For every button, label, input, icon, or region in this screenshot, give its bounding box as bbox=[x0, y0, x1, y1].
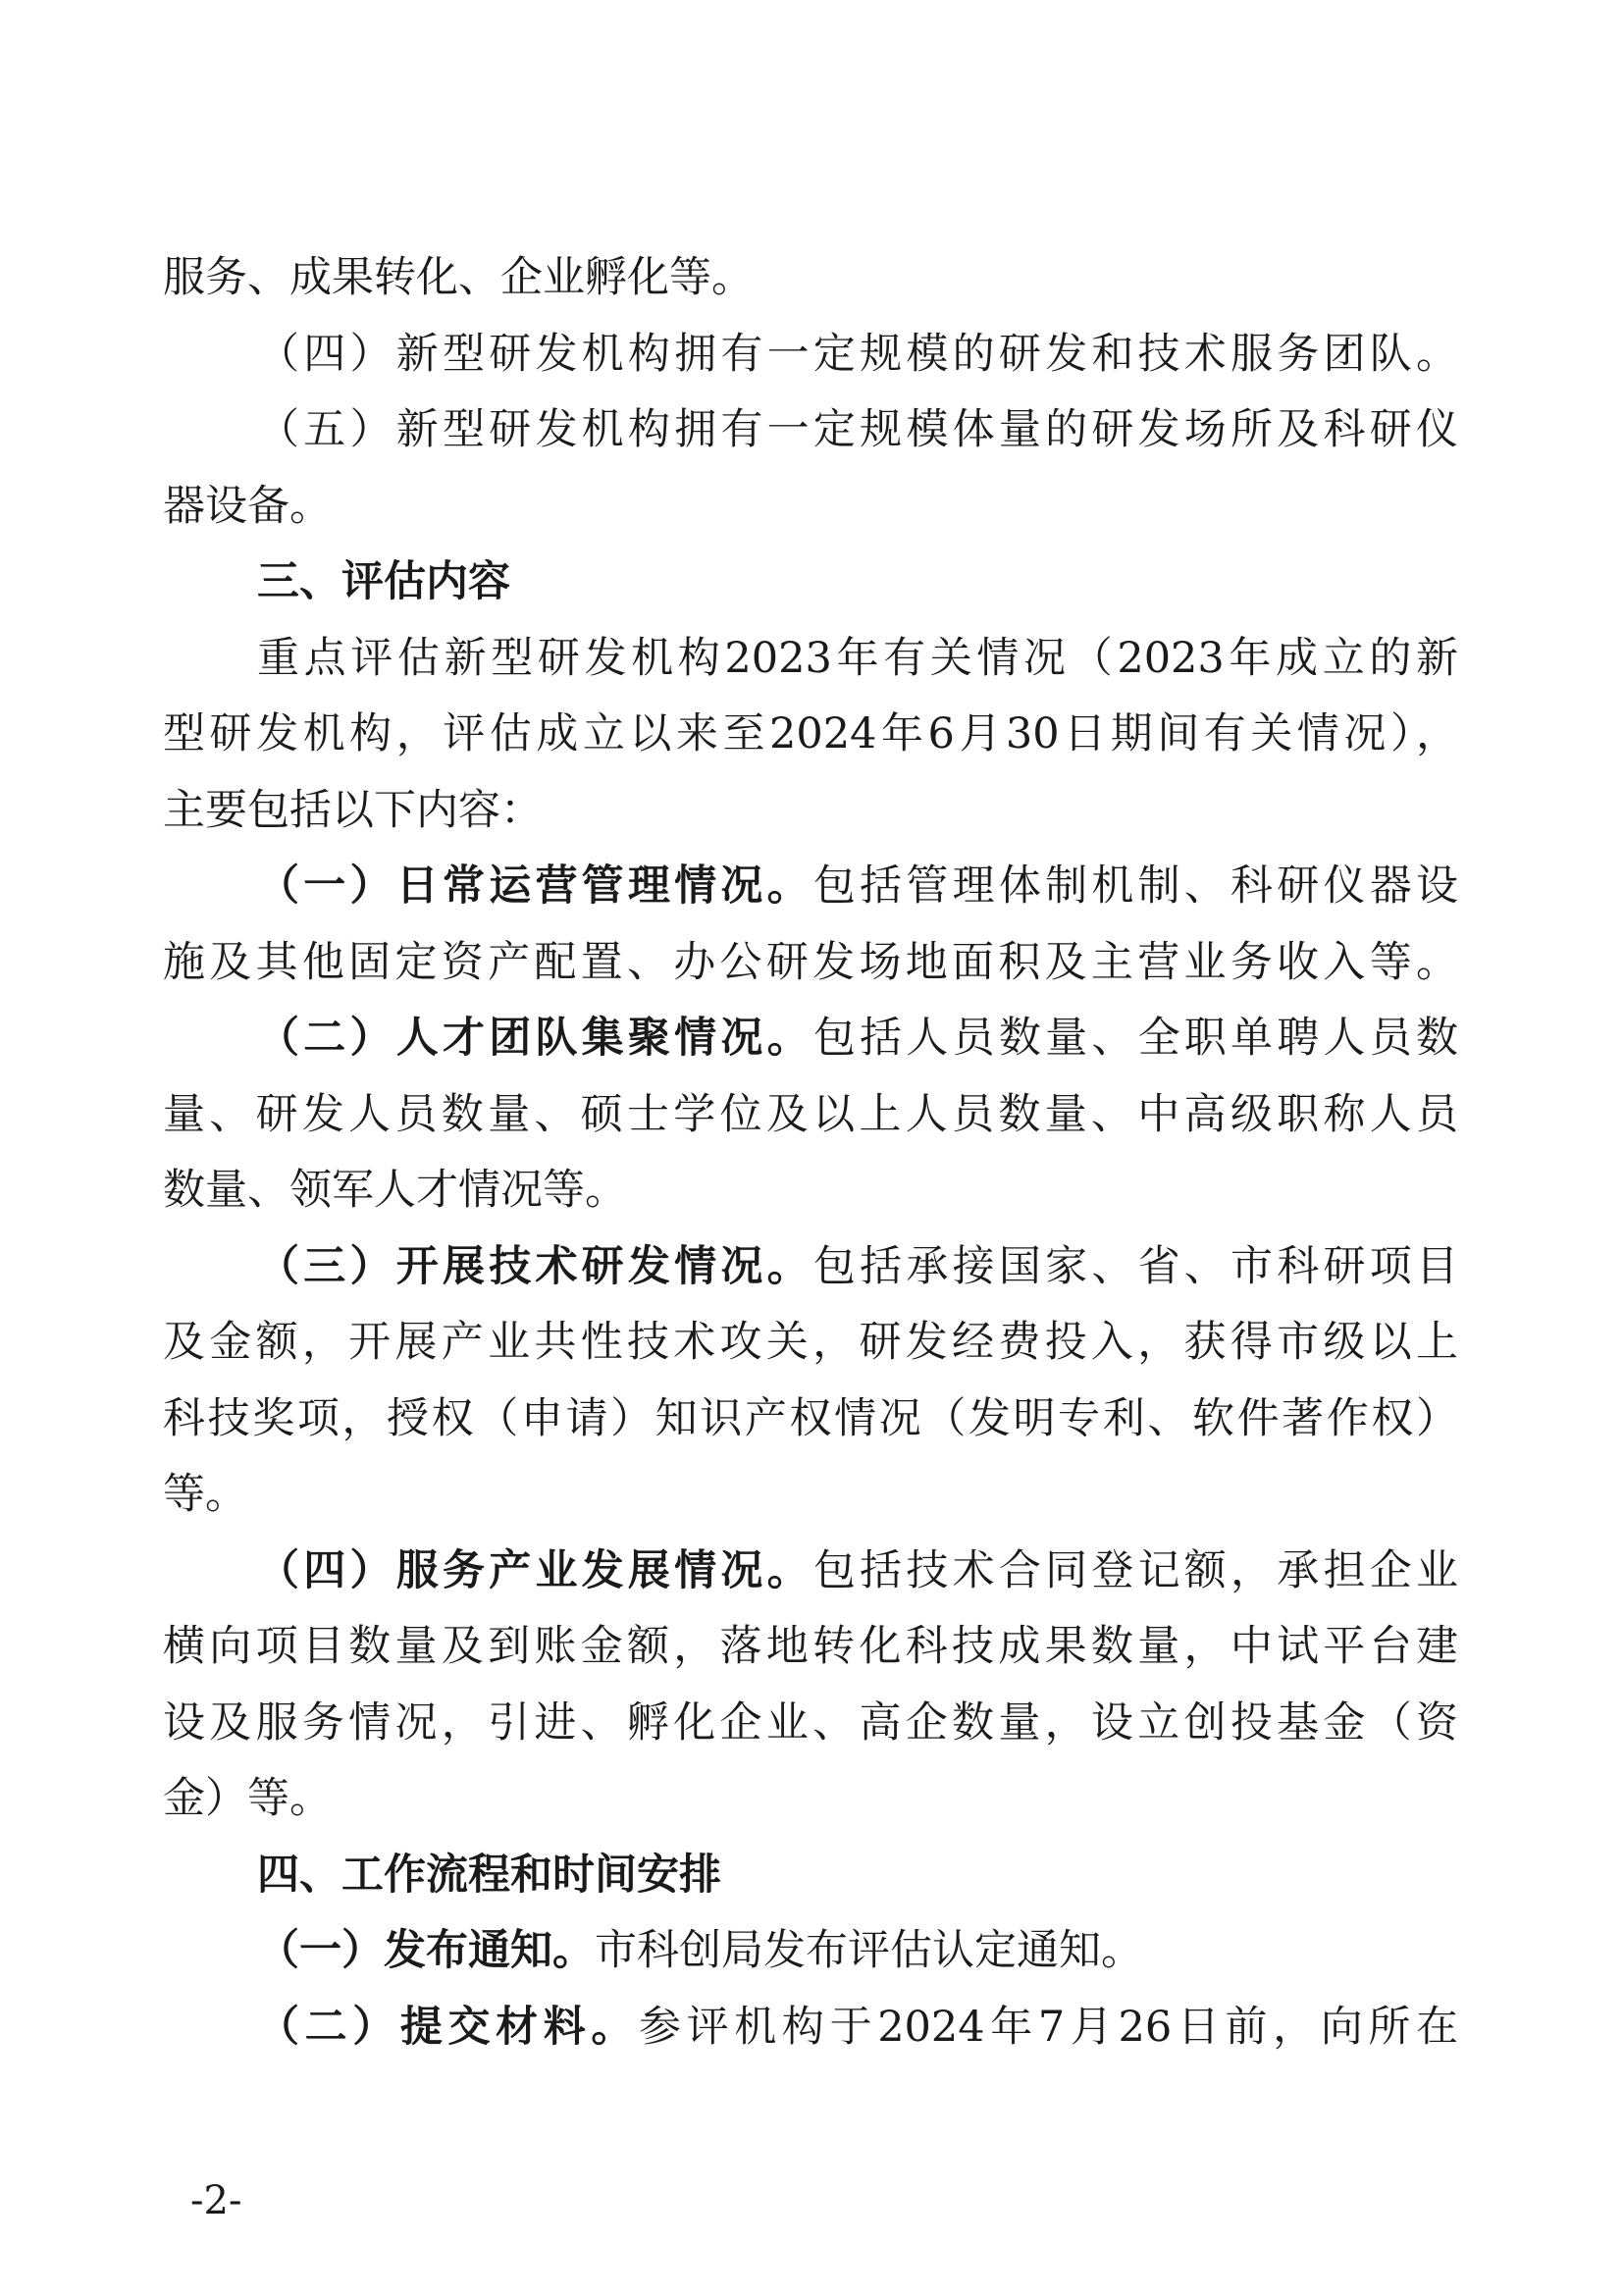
item-text: 市科创局发布评估认定通知。 bbox=[595, 1926, 1143, 1975]
text-line: （四）新型研发机构拥有一定规模的研发和技术服务团队。 bbox=[257, 330, 1458, 379]
text-line: 型研发机构，评估成立以来至2024年6月30日期间有关情况）， bbox=[163, 709, 1458, 758]
item-lead: （二）提交材料。 bbox=[257, 2003, 640, 2052]
text-line bbox=[257, 1998, 1458, 2057]
text-line bbox=[257, 857, 1458, 915]
page-number: -2- bbox=[190, 2178, 242, 2223]
text-line: 主要包括以下内容： bbox=[163, 786, 543, 835]
text-line: 器设备。 bbox=[163, 482, 332, 531]
item-lead: （四）服务产业发展情况。 bbox=[257, 1546, 813, 1595]
item-lead: （一）发布通知。 bbox=[257, 1926, 595, 1975]
text-line bbox=[257, 1237, 1458, 1296]
item-text: 包括承接国家、省、市科研项目 bbox=[812, 1242, 1458, 1291]
item-text: 包括技术合同登记额，承担企业 bbox=[812, 1546, 1458, 1595]
text-line: 数量、领军人才情况等。 bbox=[163, 1166, 627, 1215]
text-line: 施及其他固定资产配置、办公研发场地面积及主营业务收入等。 bbox=[163, 938, 1458, 987]
text-line: 服务、成果转化、企业孵化等。 bbox=[163, 253, 754, 302]
item-text: 包括人员数量、全职单聘人员数 bbox=[812, 1014, 1458, 1063]
text-line: 及金额，开展产业共性技术攻关，研发经费投入，获得市级以上 bbox=[163, 1318, 1458, 1367]
text-line bbox=[257, 1009, 1458, 1068]
text-line: 横向项目数量及到账金额，落地转化科技成果数量，中试平台建 bbox=[163, 1622, 1458, 1671]
item-lead: （二）人才团队集聚情况。 bbox=[257, 1014, 813, 1063]
text-line: 重点评估新型研发机构2023年有关情况（2023年成立的新 bbox=[257, 634, 1458, 683]
text-line: 设及服务情况，引进、孵化企业、高企数量，设立创投基金（资 bbox=[163, 1698, 1458, 1748]
section-heading: 三、评估内容 bbox=[257, 557, 510, 606]
item-lead: （一）日常运营管理情况。 bbox=[257, 861, 813, 911]
text-line: 金）等。 bbox=[163, 1774, 332, 1823]
item-text: 参评机构于2024年7月26日前，向所在 bbox=[639, 2003, 1458, 2052]
section-heading: 四、工作流程和时间安排 bbox=[257, 1851, 721, 1900]
text-line: （五）新型研发机构拥有一定规模体量的研发场所及科研仪 bbox=[257, 405, 1458, 454]
text-line: 等。 bbox=[163, 1470, 247, 1519]
item-lead: （三）开展技术研发情况。 bbox=[257, 1242, 813, 1291]
item-text: 包括管理体制机制、科研仪器设 bbox=[812, 861, 1458, 911]
text-line bbox=[257, 1921, 1458, 1980]
text-line bbox=[257, 1541, 1458, 1600]
text-line: 量、研发人员数量、硕士学位及以上人员数量、中高级职称人员 bbox=[163, 1090, 1458, 1139]
text-line: 科技奖项，授权（申请）知识产权情况（发明专利、软件著作权） bbox=[163, 1394, 1458, 1443]
